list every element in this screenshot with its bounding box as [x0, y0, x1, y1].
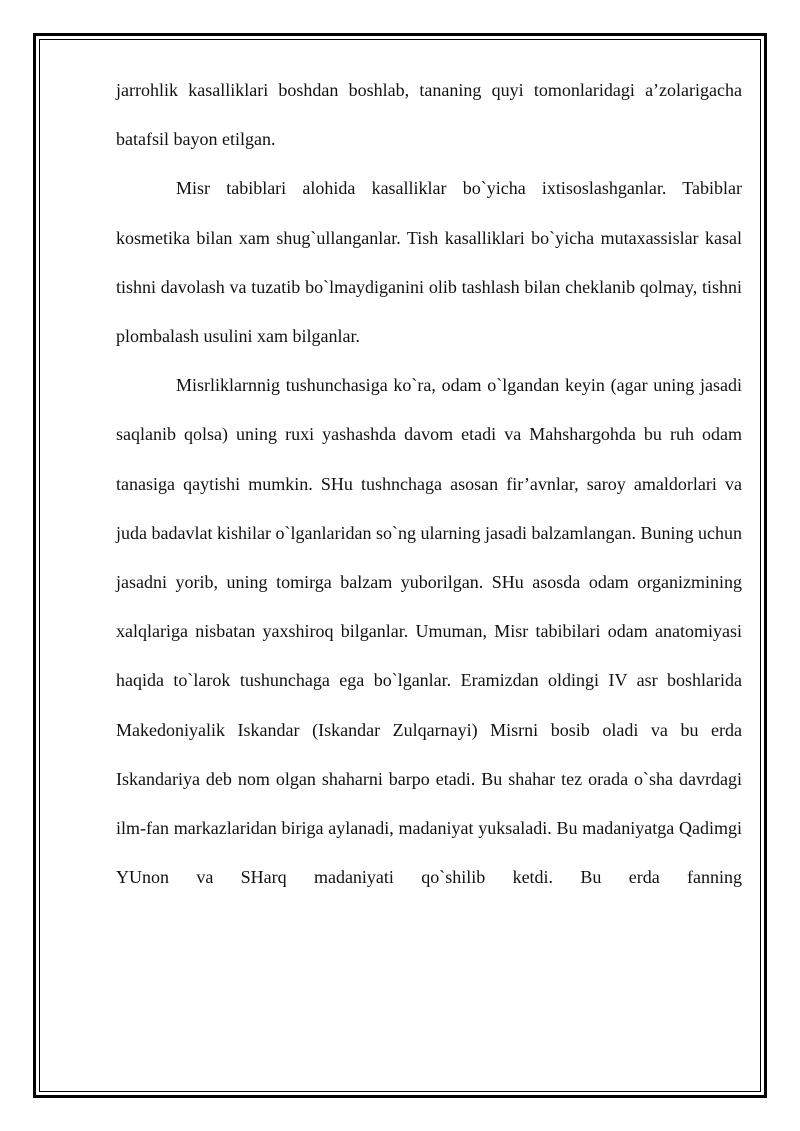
document-body [116, 66, 742, 902]
paragraph-3: Misrliklarnnig tushunchasiga ko`ra, odam o`lgandan keyin (agar uning jasadi saqlanib qolsa) uning ruxi yashashda davom etadi va Mahshargohda bu ruh odam tanasiga qaytishi mumkin. SHu tushnchaga asosan fir’avnlar, saroy amaldorlari va juda badavlat kishilar o`lganlaridan so`ng ularning jasadi balzamlangan. Buning uchun jasadni yorib, uning tomirga balzam yuborilgan. SHu asosda odam organizmining xalqlariga nisbatan yaxshiroq bilganlar. Umuman, Misr tabibilari odam anatomiyasi haqida to`larok tushunchaga ega bo`lganlar. Eramizdan oldingi IV asr boshlarida Makedoniyalik Iskandar (Iskandar Zulqarnayi) Misrni bosib oladi va bu erda Iskandariya deb nom olgan shaharni barpo etadi. Bu shahar tez orada o`sha davrdagi ilm-fan markazlaridan biriga aylanadi, madaniyat yuksaladi. Bu madaniyatga Qadimgi YUnon va SHarq madaniyati qo`shilib ketdi. Bu erda fanning [116, 375, 742, 888]
paragraph-1: jarrohlik kasalliklari boshdan boshlab, tananing quyi tomonlaridagi a’zolarigacha batafsil bayon etilgan. [116, 80, 742, 150]
paragraph-2: Misr tabiblari alohida kasalliklar bo`yicha ixtisoslashganlar. Tabiblar kosmetika bilan xam shug`ullanganlar. Tish kasalliklari bo`yicha mutaxassislar kasal tishni davolash va tuzatib bo`lmaydiganini olib tashlash bilan cheklanib qolmay, tishni plombalash usulini xam bilganlar. [116, 178, 742, 347]
